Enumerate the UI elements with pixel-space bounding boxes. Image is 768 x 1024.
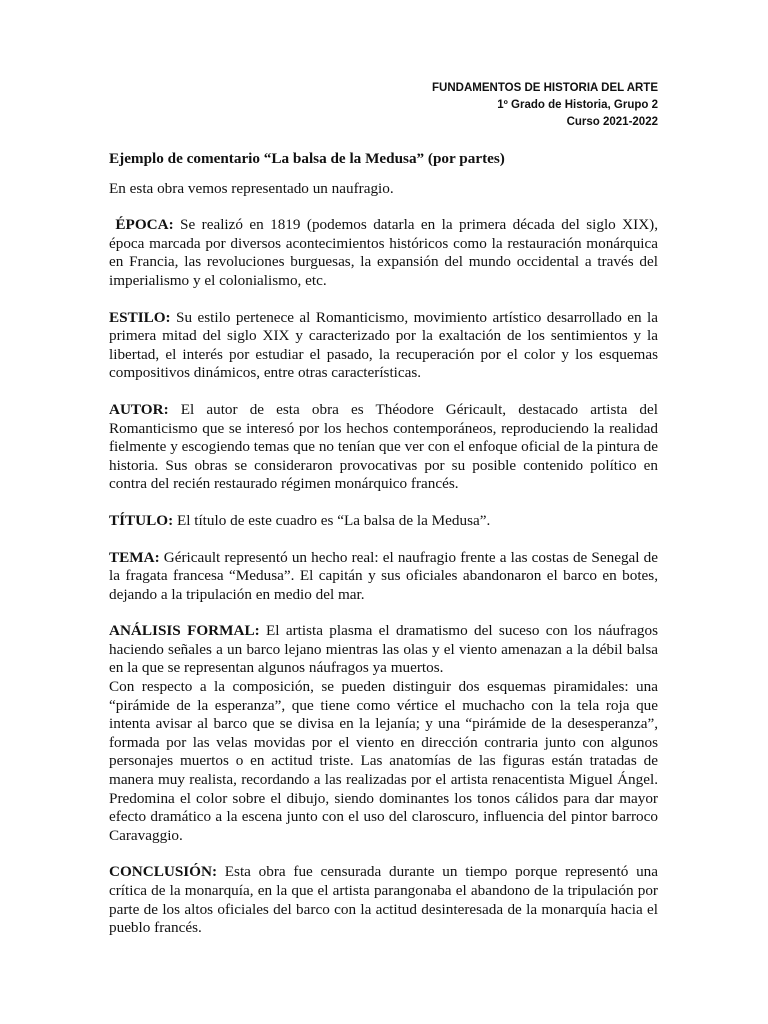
header-group: 1º Grado de Historia, Grupo 2 (497, 99, 658, 111)
section-autor (109, 401, 658, 494)
section-epoca (109, 216, 658, 290)
section-titulo-label: TÍTULO: (109, 511, 174, 529)
section-conclusion-label: CONCLUSIÓN: (109, 863, 218, 881)
section-titulo-text: El título de este cuadro es “La balsa de la Medusa”. (173, 511, 491, 529)
section-estilo-label: ESTILO: (109, 308, 171, 326)
document-header (432, 80, 658, 131)
header-academic-year: Curso 2021-2022 (566, 116, 658, 128)
section-tema-text: Géricault representó un hecho real: el naufragio frente a las costas de Senegal de la fragata francesa “Medusa”. El capitán y sus oficiales abandonaron el barco en botes, dejando a la tripulación en medio del mar. (109, 548, 658, 603)
section-autor-text: El autor de esta obra es Théodore Géricault, destacado artista del Romanticismo que se interesó por los hechos contemporáneos, reproduciendo la realidad fielmente y escogiendo temas que no tenían que ver con el enfoque oficial de la pintura de historia. Sus obras se consideraron provocativas por su posible contenido político en contra del recién restaurado régimen monárquico francés. (109, 400, 658, 493)
section-estilo-text: Su estilo pertenece al Romanticismo, movimiento artístico desarrollado en la primera mitad del siglo XIX y caracterizado por la exaltación de los sentimientos y la libertad, el interés por estudiar el pasado, la recuperación por el color y los esquemas compositivos dinámicos, entre otras características. (109, 308, 658, 382)
intro-paragraph: En esta obra vemos representado un naufragio. (109, 179, 394, 197)
section-tema-label: TEMA: (109, 548, 160, 566)
section-analisis-composition: Con respecto a la composición, se pueden distinguir dos esquemas piramidales: una “pirámide de la esperanza”, que tiene como vértice el muchacho con la tela roja que intenta avisar al barco que se divisa en la lejanía; y una “pirámide de la desesperanza”, formada por las velas movidas por el viento en dirección contraria junto con algunos personajes muertos o en actitud triste. Las anatomías de las figuras están tratadas de manera muy realista, recordando a las realizadas por el artista renacentista Miguel Ángel. Predomina el color sobre el dibujo, siendo dominantes los tonos cálidos para dar mayor efecto dramático a la escena junto con el uso del claroscuro, influencia del pintor barroco Caravaggio. (109, 678, 658, 844)
section-analisis-label: ANÁLISIS FORMAL: (109, 622, 260, 640)
section-conclusion-text: Esta obra fue censurada durante un tiempo porque representó una crítica de la monarquía, en la que el artista parangonaba el abandono de la tripulación por parte de los altos oficiales del barco con la actitud desinteresada de la monarquía hacia el pueblo francés. (109, 863, 658, 937)
section-epoca-label: ÉPOCA: (115, 216, 174, 234)
section-titulo (109, 512, 658, 531)
section-estilo (109, 309, 658, 383)
section-tema (109, 549, 658, 605)
section-analisis-text: El artista plasma el dramatismo del suceso con los náufragos haciendo señales a un barco lejano mientras las olas y el viento amenazan a la débil balsa en la que se representan algunos náufragos ya muertos. (109, 622, 659, 677)
document-body (109, 150, 658, 938)
section-conclusion (109, 863, 658, 937)
header-course-name: FUNDAMENTOS DE HISTORIA DEL ARTE (432, 82, 658, 94)
section-analisis (109, 622, 658, 678)
section-epoca-text: Se realizó en 1819 (podemos datarla en la primera década del siglo XIX), época marcada por diversos acontecimientos históricos como la restauración monárquica en Francia, las revoluciones burguesas, la expansión del mundo occidental a través del imperialismo y el colonialismo, etc. (109, 216, 659, 289)
section-autor-label: AUTOR: (109, 400, 169, 418)
document-title: Ejemplo de comentario “La balsa de la Medusa” (por partes) (109, 150, 505, 167)
